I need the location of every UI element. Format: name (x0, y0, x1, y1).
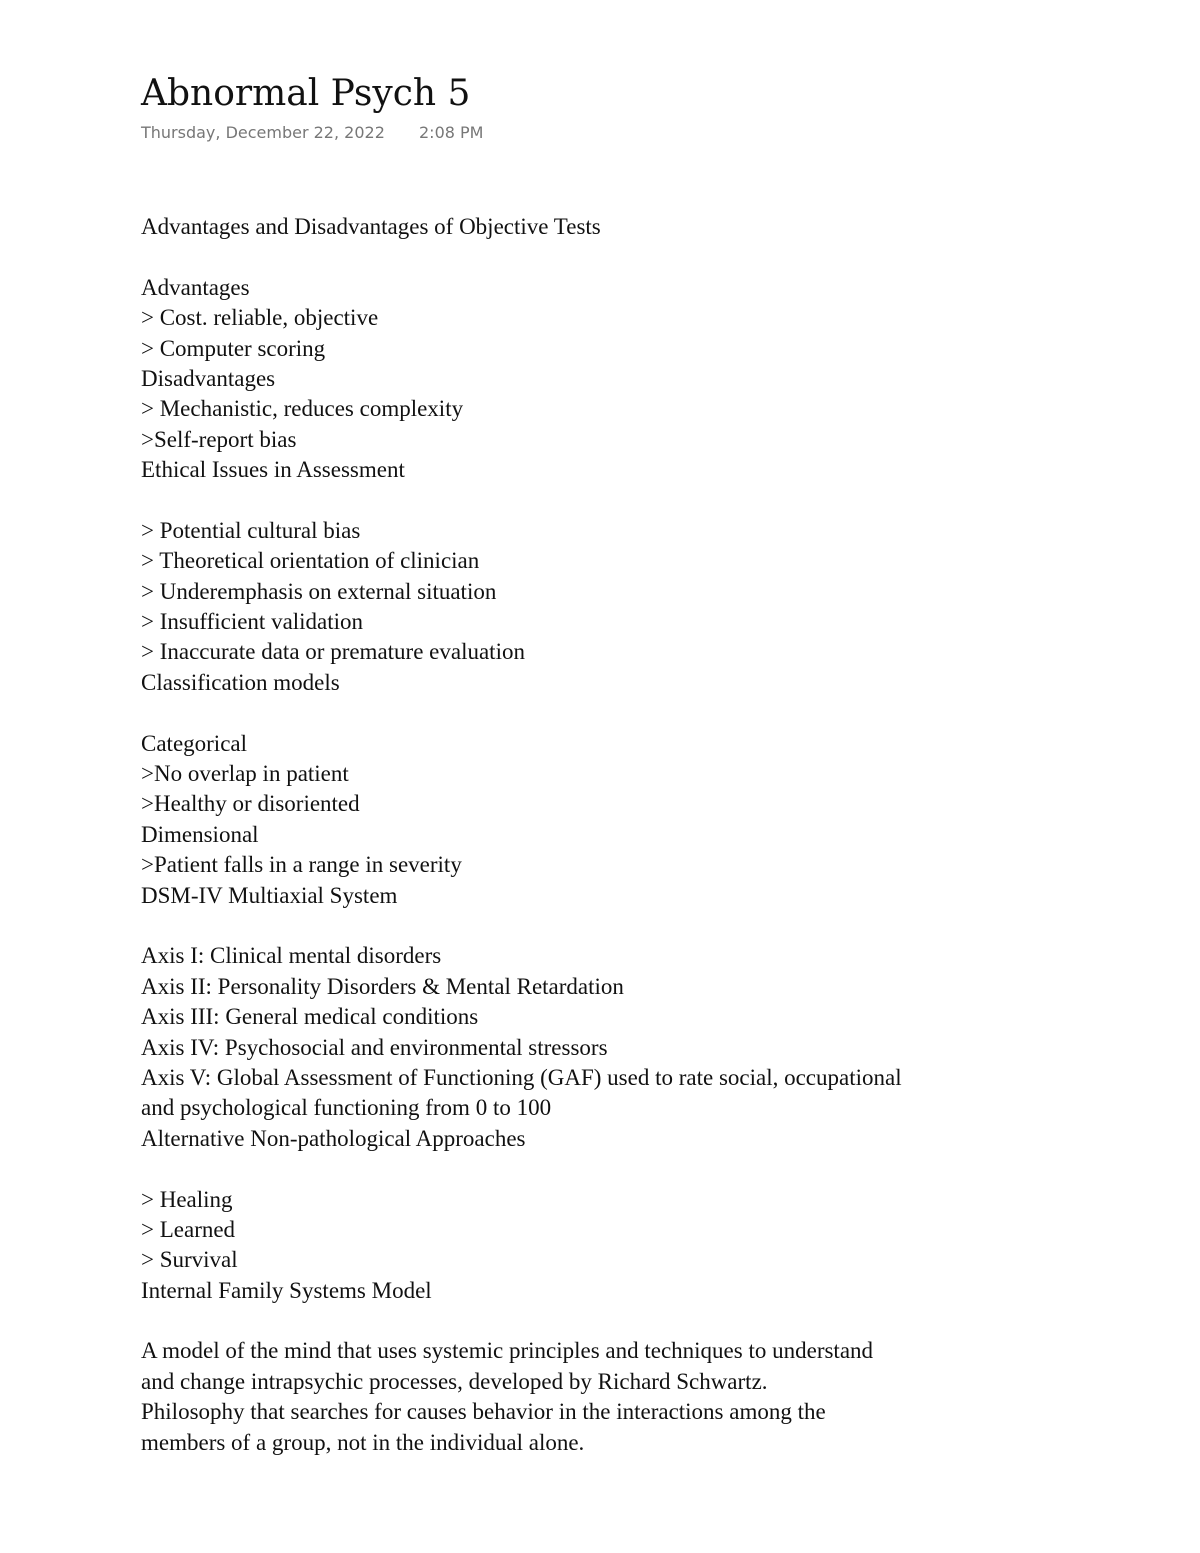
list-item: > Insufficient validation (141, 609, 364, 635)
paragraph-line: and change intrapsychic processes, developed by Richard Schwartz. (141, 1368, 768, 1394)
blank-line (141, 1154, 1081, 1184)
list-item: > Survival (141, 1247, 238, 1273)
subheading: Disadvantages (141, 365, 276, 391)
list-item: Axis II: Personality Disorders & Mental Retardation (141, 973, 624, 999)
section-heading: Internal Family Systems Model (141, 1277, 432, 1303)
section-heading: Advantages and Disadvantages of Objective Tests (141, 214, 601, 239)
note-body (141, 212, 1081, 1458)
section-heading: Ethical Issues in Assessment (141, 457, 405, 483)
list-item: Axis I: Clinical mental disorders (141, 943, 442, 969)
list-item-continuation: and psychological functioning from 0 to 100 (141, 1095, 552, 1121)
subheading: Dimensional (141, 821, 259, 847)
list-item: > Mechanistic, reduces complexity (141, 396, 464, 422)
list-item: >Self-report bias (141, 426, 297, 452)
paragraph-line: members of a group, not in the individual alone. (141, 1429, 585, 1455)
list-item: > Learned (141, 1216, 236, 1242)
list-item: > Computer scoring (141, 335, 326, 361)
subheading: Categorical (141, 730, 248, 756)
blank-line (141, 1306, 1081, 1336)
list-item: Axis IV: Psychosocial and environmental stressors (141, 1034, 608, 1060)
list-item: >Healthy or disoriented (141, 791, 360, 817)
section-heading: Alternative Non-pathological Approaches (141, 1125, 526, 1151)
list-item: > Cost. reliable, objective (141, 305, 379, 331)
list-item: > Theoretical orientation of clinician (141, 548, 480, 574)
blank-line (141, 698, 1081, 728)
subheading: Advantages (141, 274, 250, 300)
list-item: > Potential cultural bias (141, 517, 361, 543)
list-item: > Underemphasis on external situation (141, 578, 497, 604)
list-item: >No overlap in patient (141, 761, 349, 787)
list-item: > Healing (141, 1186, 233, 1212)
list-item: Axis III: General medical conditions (141, 1004, 479, 1030)
blank-line (141, 911, 1081, 941)
note-date: Thursday, December 22, 2022 (141, 123, 385, 142)
section-heading: DSM-IV Multiaxial System (141, 882, 398, 908)
note-time: 2:08 PM (419, 123, 484, 142)
list-item: Axis V: Global Assessment of Functioning (GAF) used to rate social, occupational (141, 1064, 902, 1090)
paragraph-line: A model of the mind that uses systemic principles and techniques to understand (141, 1338, 874, 1364)
blank-line (141, 242, 1081, 272)
page-title: Abnormal Psych 5 (141, 73, 471, 114)
section-heading: Classification models (141, 669, 340, 695)
list-item: > Inaccurate data or premature evaluation (141, 639, 525, 665)
note-metadata (141, 122, 484, 144)
paragraph-line: Philosophy that searches for causes behavior in the interactions among the (141, 1399, 826, 1425)
blank-line (141, 486, 1081, 516)
list-item: >Patient falls in a range in severity (141, 852, 462, 878)
